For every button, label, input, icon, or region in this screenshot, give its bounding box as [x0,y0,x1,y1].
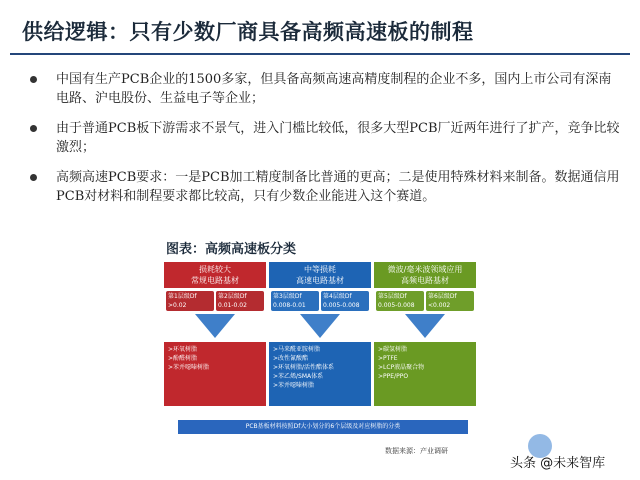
column-header-line1: 中等损耗 [304,265,336,274]
df-level-value: 0.005-0.008 [323,302,360,309]
page-title: 供给逻辑：只有少数厂商具备高频高速板的制程 [22,20,474,44]
df-level-row [166,291,264,311]
df-level-value: 0.005-0.008 [378,302,415,309]
column-header [164,262,266,288]
df-level-label: 第3层级Df [273,293,302,300]
material-item: >环氧树脂/活性酯体系 [273,364,335,371]
df-level-value: <0.002 [428,302,451,309]
df-level-value: >0.02 [168,302,187,309]
bullet-item [24,70,624,108]
material-item: >环氧树脂 [168,346,198,353]
df-level-row [271,291,369,311]
bullet-item [24,119,624,157]
bullet-text: 中国有生产PCB企业的1500多家，但具备高频高速高精度制程的企业不多，国内上市公司有深南电路、沪电股份、生益电子等企业； [56,72,612,106]
column-header-line2: 常规电路基材 [191,276,239,285]
df-level-value: 0.01-0.02 [218,302,247,309]
material-item: >苯并噁嗪树脂 [168,364,210,371]
df-level-label: 第6层级Df [428,293,457,300]
df-level-box [216,291,264,311]
classification-banner: PCB基板材料按照Df大小划分的6个层级及对应树脂的分类 [178,420,468,434]
column-conventional [164,262,266,412]
df-level-label: 第2层级Df [218,293,247,300]
material-item: >马来酰亚胺树脂 [273,346,321,353]
column-high-frequency [374,262,476,412]
column-header-line1: 微波/毫米波领域应用 [387,265,463,274]
df-level-box [426,291,474,311]
material-item: >碳氢树脂 [378,346,408,353]
material-item: >PPE/PPO [378,373,409,380]
column-high-speed [269,262,371,412]
df-level-value: 0.008-0.01 [273,302,306,309]
materials-box [374,342,476,406]
materials-box [164,342,266,406]
bullet-list [24,70,624,217]
bullet-dot-icon [30,76,37,83]
material-item: >酚醛树脂 [168,355,198,362]
column-header-line1: 损耗较大 [199,265,231,274]
title-divider [10,53,630,55]
bullet-text: 由于普通PCB板下游需求不景气，进入门槛比较低，很多大型PCB厂近两年进行了扩产，竞争比较激烈； [56,121,620,155]
watermark [510,430,635,470]
material-item: >苯并噁嗪树脂 [273,382,315,389]
material-item: >苯乙烯/SMA体系 [273,373,324,380]
df-level-box [166,291,214,311]
bullet-text: 高频高速PCB要求：一是PCB加工精度制备比普通的更高；二是使用特殊材料来制备。数据通信用PCB对材料和制程要求都比较高，只有少数企业能进入这个赛道。 [56,170,620,204]
df-level-label: 第4层级Df [323,293,352,300]
classification-diagram [160,262,480,442]
df-level-box [271,291,319,311]
df-level-label: 第5层级Df [378,293,407,300]
material-item: >改性氰酸酯 [273,355,309,362]
column-header [269,262,371,288]
title-bar [0,0,640,58]
df-level-row [376,291,474,311]
materials-box [269,342,371,406]
material-item: >LCP液晶聚合物 [378,364,425,371]
df-level-box [376,291,424,311]
bullet-dot-icon [30,174,37,181]
down-arrow-icon [405,314,445,338]
bullet-dot-icon [30,125,37,132]
data-source: 数据来源：产业调研 [385,447,448,455]
column-header [374,262,476,288]
column-header-line2: 高速电路基材 [296,276,344,285]
down-arrow-icon [195,314,235,338]
watermark-label: 头条 @未来智库 [510,456,606,471]
down-arrow-icon [300,314,340,338]
bullet-item [24,168,624,206]
material-item: >PTFE [378,355,398,362]
df-level-label: 第1层级Df [168,293,197,300]
figure-caption: 图表：高频高速板分类 [166,242,297,257]
df-level-box [321,291,369,311]
column-header-line2: 高频电路基材 [401,276,449,285]
